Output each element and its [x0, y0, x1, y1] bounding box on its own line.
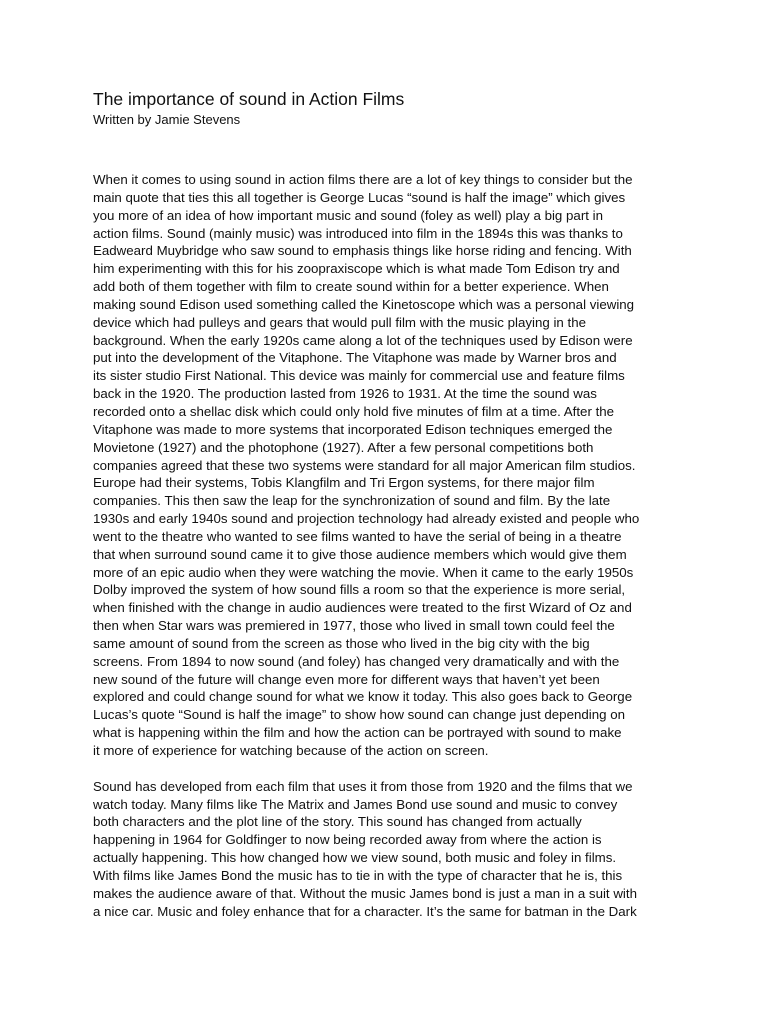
text-line: Eadweard Muybridge who saw sound to emphasis things like horse riding and fencing. With — [93, 243, 632, 259]
text-line: same amount of sound from the screen as those who lived in the big city with the big — [93, 635, 590, 651]
text-line: main quote that ties this all together is George Lucas “sound is half the image” which gives — [93, 189, 626, 205]
text-line: put into the development of the Vitaphone. The Vitaphone was made by Warner bros and — [93, 350, 617, 366]
paragraph-1 — [93, 171, 678, 760]
text-line: action films. Sound (mainly music) was introduced into film in the 1894s this was thanks to — [93, 225, 623, 241]
text-line: explored and could change sound for what we know it today. This also goes back to George — [93, 689, 633, 705]
text-line: Europe had their systems, Tobis Klangfilm and Tri Ergon systems, for there major film — [93, 475, 595, 491]
text-line: new sound of the future will change even more for different ways that haven’t yet been — [93, 671, 600, 687]
text-line: him experimenting with this for his zoopraxiscope which is what made Tom Edison try and — [93, 261, 620, 277]
text-line: actually happening. This how changed how we view sound, both music and foley in films. — [93, 850, 617, 866]
text-line: With films like James Bond the music has to tie in with the type of character that he is, this — [93, 867, 623, 883]
text-line: making sound Edison used something called the Kinetoscope which was a personal viewing — [93, 296, 635, 312]
text-line: a nice car. Music and foley enhance that for a character. It’s the same for batman in the Dark — [93, 903, 637, 919]
text-line: then when Star wars was premiered in 1977, those who lived in small town could feel the — [93, 618, 615, 634]
text-line: you more of an idea of how important music and sound (foley as well) play a big part in — [93, 207, 603, 223]
document-title: The importance of sound in Action Films — [93, 89, 405, 109]
text-line: companies agreed that these two systems were standard for all major American film studios. — [93, 457, 636, 473]
document-body — [93, 171, 678, 920]
text-line: back in the 1920. The production lasted from 1926 to 1931. At the time the sound was — [93, 386, 597, 402]
text-line: what is happening within the film and how the action can be portrayed with sound to make — [93, 725, 622, 741]
text-line: 1930s and early 1940s sound and projection technology had already existed and people who — [93, 511, 640, 527]
text-line: add both of them together with film to create sound within for a better experience. When — [93, 279, 609, 295]
text-line: makes the audience aware of that. Without the music James bond is just a man in a suit with — [93, 885, 637, 901]
text-line: Sound has developed from each film that uses it from those from 1920 and the films that we — [93, 778, 633, 794]
text-line: Vitaphone was made to more systems that incorporated Edison techniques emerged the — [93, 421, 613, 437]
text-line: Lucas’s quote “Sound is half the image” to show how sound can change just depending on — [93, 707, 625, 723]
text-line: device which had pulleys and gears that would pull film with the music playing in the — [93, 314, 586, 330]
text-line: companies. This then saw the leap for the synchronization of sound and film. By the late — [93, 493, 611, 509]
text-line: that when surround sound came it to give those audience members which would give them — [93, 546, 627, 562]
text-line: When it comes to using sound in action films there are a lot of key things to consider but the — [93, 172, 633, 187]
text-line: happening in 1964 for Goldfinger to now being recorded away from where the action is — [93, 832, 602, 848]
text-line: watch today. Many films like The Matrix and James Bond use sound and music to convey — [93, 796, 618, 812]
text-line: it more of experience for watching because of the action on screen. — [93, 743, 489, 758]
author-byline: Written by Jamie Stevens — [93, 112, 241, 127]
text-line: more of an epic audio when they were watching the movie. When it came to the early 1950s — [93, 564, 634, 580]
text-line: went to the theatre who wanted to see films wanted to have the serial of being in a theatre — [93, 528, 622, 544]
text-line: when finished with the change in audio audiences were treated to the first Wizard of Oz and — [93, 600, 632, 616]
text-line: both characters and the plot line of the story. This sound has changed from actually — [93, 814, 582, 830]
text-line: background. When the early 1920s came along a lot of the techniques used by Edison were — [93, 332, 633, 348]
paragraph-gap — [93, 760, 678, 778]
text-line: screens. From 1894 to now sound (and foley) has changed very dramatically and with the — [93, 653, 620, 669]
text-line: Dolby improved the system of how sound fills a room so that the experience is more serial, — [93, 582, 626, 598]
text-line: its sister studio First National. This device was mainly for commercial use and feature films — [93, 368, 625, 384]
paragraph-2 — [93, 778, 678, 921]
text-line: Movietone (1927) and the photophone (1927). After a few personal competitions both — [93, 439, 594, 455]
text-line: recorded onto a shellac disk which could only hold five minutes of film at a time. After the — [93, 403, 615, 419]
